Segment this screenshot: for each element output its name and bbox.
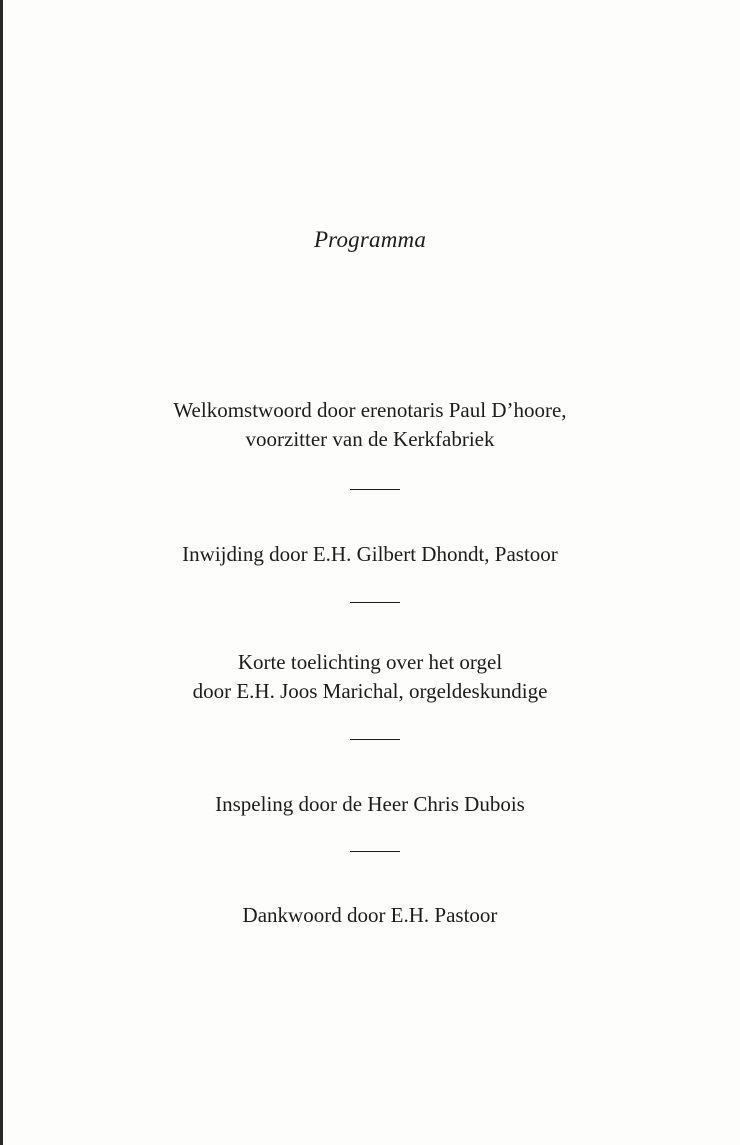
section-divider [350,739,400,740]
item-3-line-2: door E.H. Joos Marichal, orgeldeskundige [192,679,548,703]
item-1-line-1: Welkomstwoord door erenotaris Paul D’hoore, [173,398,567,422]
page-title: Programma [313,227,427,252]
item-2-line-1: Inwijding door E.H. Gilbert Dhondt, Pastoor [182,542,558,566]
item-1-line-2: voorzitter van de Kerkfabriek [245,427,495,451]
section-divider [350,851,400,852]
section-divider [350,602,400,603]
item-4-line-1: Inspeling door de Heer Chris Dubois [215,792,525,816]
page-edge-shadow [0,0,3,1145]
item-5-line-1: Dankwoord door E.H. Pastoor [242,903,498,927]
item-3-line-1: Korte toelichting over het orgel [237,650,503,674]
section-divider [350,489,400,490]
